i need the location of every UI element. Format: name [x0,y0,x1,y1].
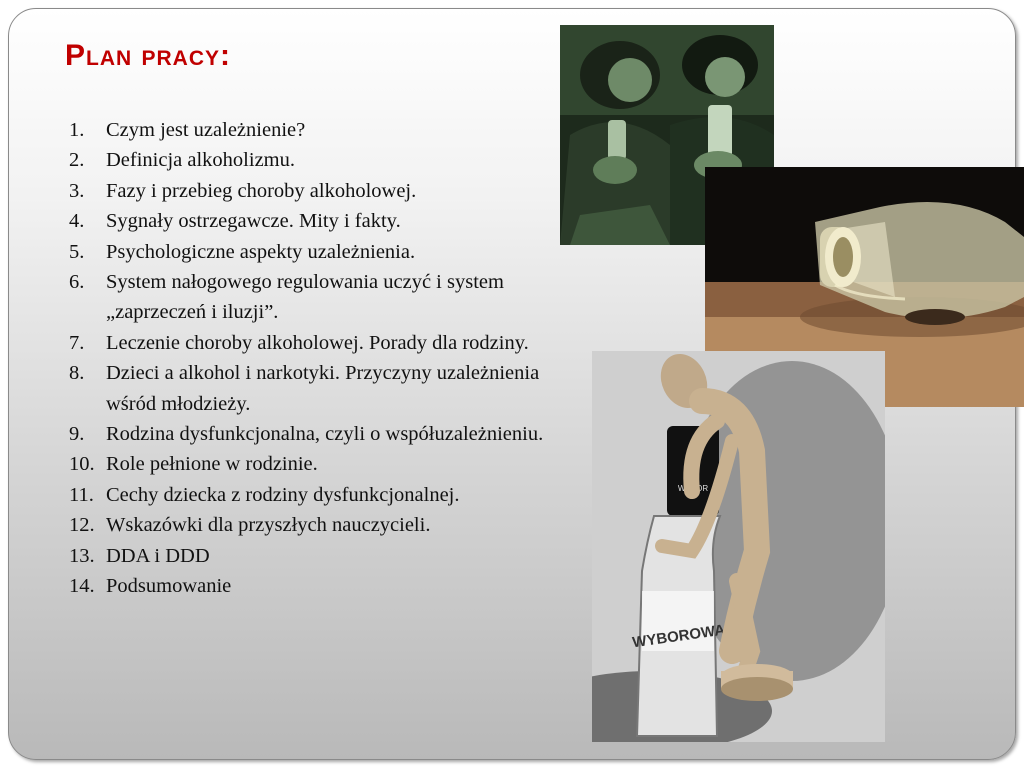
item-number: 4. [69,210,85,233]
list-item [69,145,569,175]
item-text: Definicja alkoholizmu. [106,149,295,172]
mannequin-bottle-illustration [592,351,885,742]
item-number: 6. [69,271,85,294]
item-text: Czym jest uzależnienie? [106,119,306,141]
list-item [69,449,569,479]
list-item [69,267,569,328]
item-number: 9. [69,423,85,446]
list-item [69,176,569,206]
item-number: 5. [69,240,85,263]
list-item [69,206,569,236]
list-item [69,328,569,358]
item-text: Podsumowanie [106,575,232,598]
item-text: DDA i DDD [106,544,210,567]
item-number: 11. [69,483,94,506]
item-number: 1. [69,119,85,141]
list-item [69,419,569,449]
item-text: Cechy dziecka z rodziny dysfunkcjonalnej. [106,483,460,506]
item-text: System nałogowego regulowania uczyć i system „zaprzeczeń i iluzji”. [106,271,504,324]
slide-title: Plan pracy: [65,39,232,72]
list-item [69,358,569,419]
item-text: Dzieci a alkohol i narkotyki. Przyczyny uzależnienia wśród młodzieży. [106,362,540,415]
list-item [69,510,569,540]
agenda-list [69,115,569,602]
list-item [69,480,569,510]
list-item [69,237,569,267]
item-number: 7. [69,331,85,354]
item-text: Rodzina dysfunkcjonalna, czyli o współuzależnieniu. [106,423,544,446]
item-text: Leczenie choroby alkoholowej. Porady dla rodziny. [106,331,529,354]
list-item [69,115,569,145]
list-item [69,541,569,571]
item-number: 8. [69,362,85,385]
item-number: 3. [69,179,85,202]
item-number: 10. [69,453,95,476]
mannequin-bottle-photo [592,351,885,742]
bottle-label: WYBOROWA [631,621,727,652]
bottle-neck-label: WYBOR [677,484,709,493]
item-text: Wskazówki dla przyszłych nauczycieli. [106,514,431,537]
item-number: 2. [69,149,85,172]
item-text: Fazy i przebieg choroby alkoholowej. [106,179,417,202]
item-number: 14. [69,575,95,598]
item-text: Role pełnione w rodzinie. [106,453,318,476]
list-item [69,571,569,601]
item-number: 13. [69,544,95,567]
item-number: 12. [69,514,95,537]
item-text: Sygnały ostrzegawcze. Mity i fakty. [106,210,401,233]
item-text: Psychologiczne aspekty uzależnienia. [106,240,416,263]
